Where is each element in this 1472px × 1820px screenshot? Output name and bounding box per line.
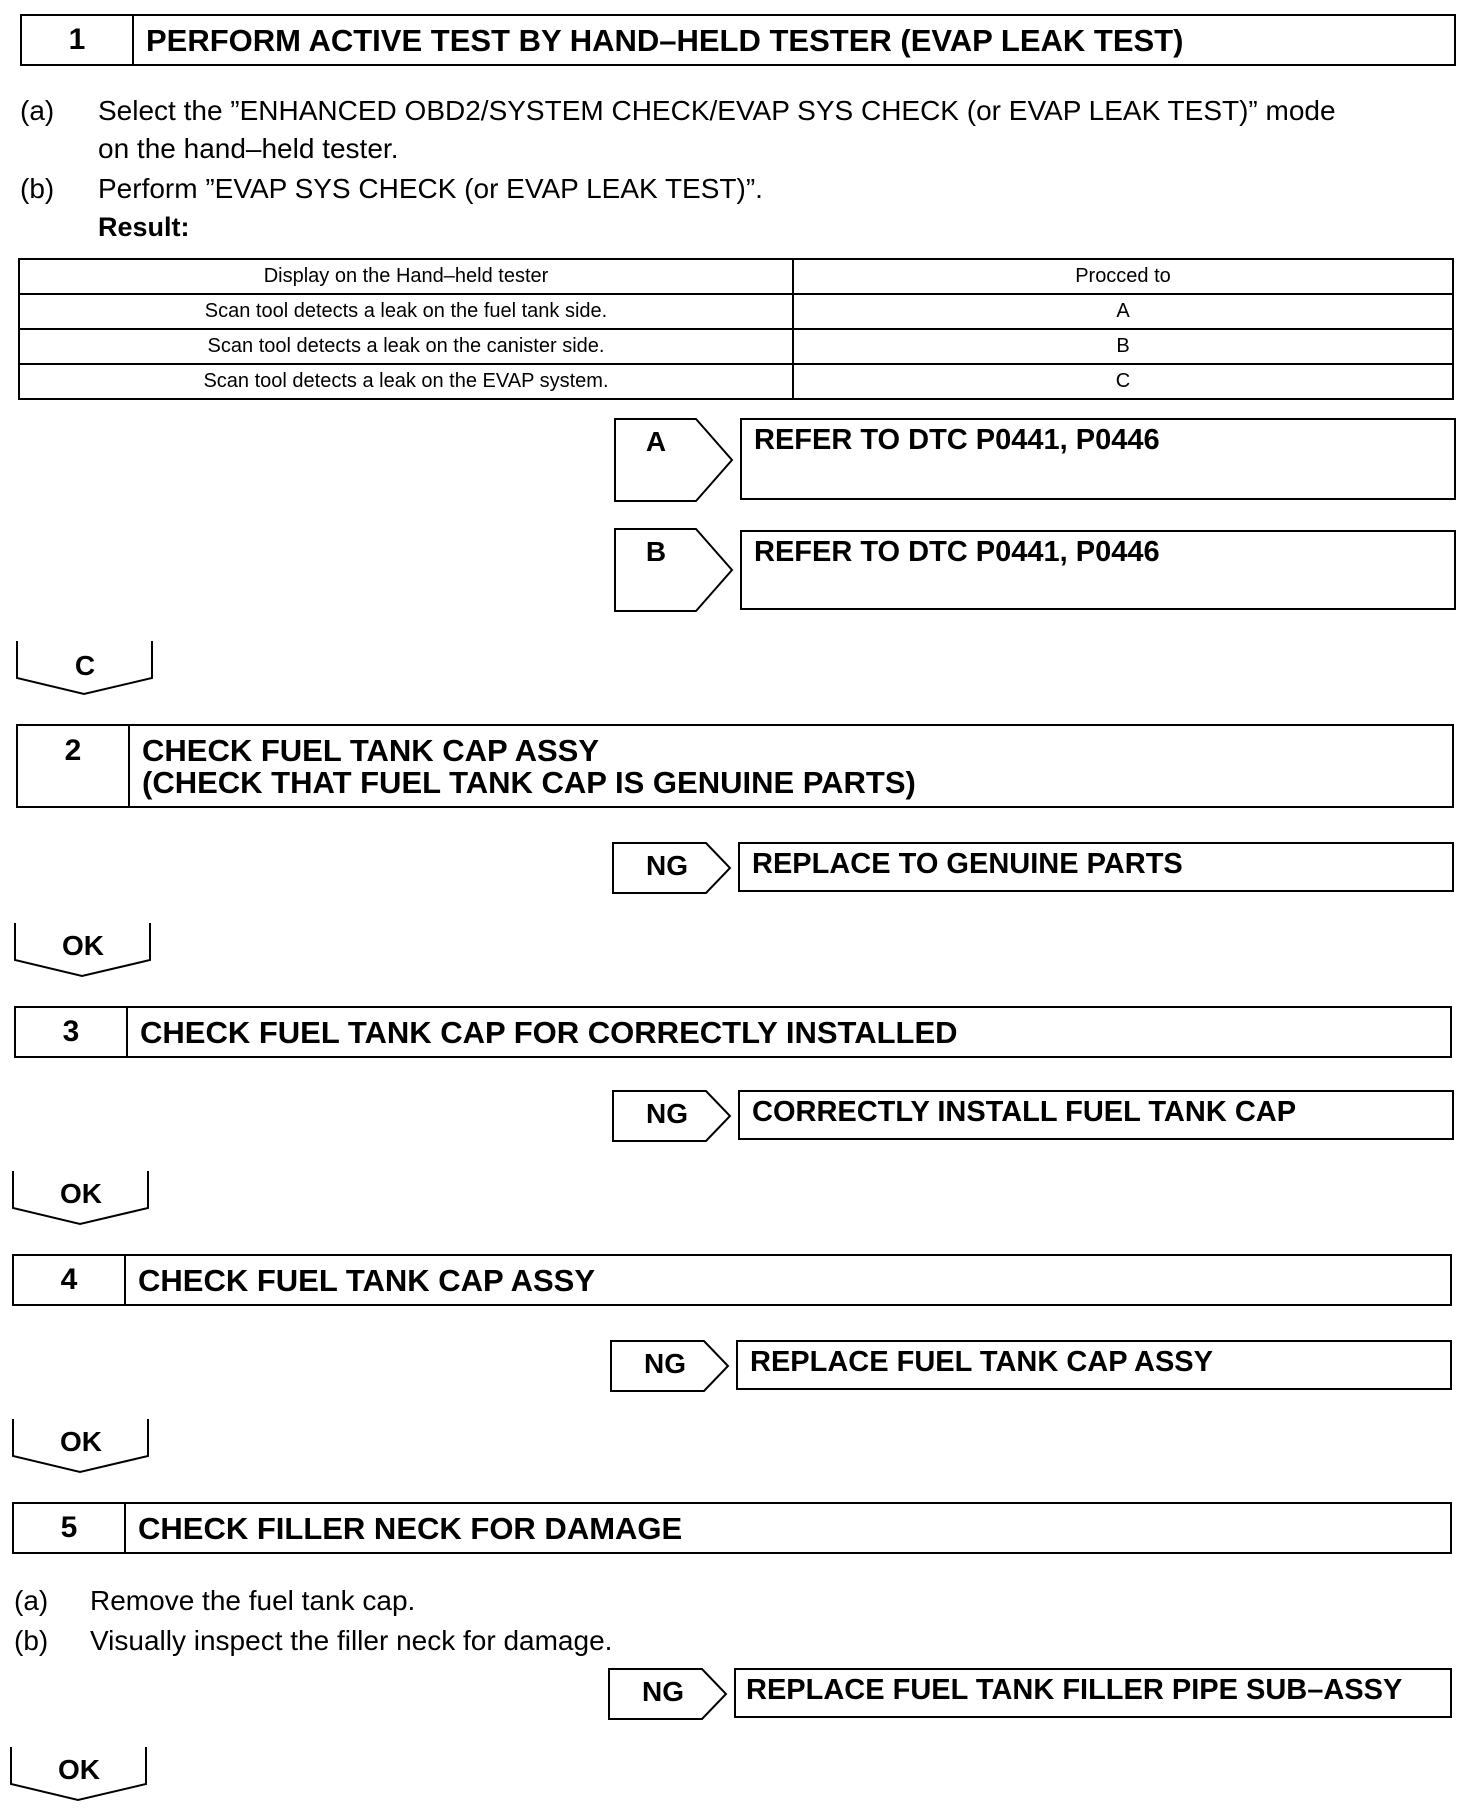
instruction-text-cont: on the hand–held tester. xyxy=(98,133,399,164)
table-cell: C xyxy=(793,364,1453,399)
branch-label: B xyxy=(645,536,667,567)
branch-action-text: REFER TO DTC P0441, P0446 xyxy=(754,424,1160,456)
table-cell: Scan tool detects a leak on the EVAP system. xyxy=(19,364,793,399)
instruction-text: Select the ”ENHANCED OBD2/SYSTEM CHECK/EVAP SYS CHECK (or EVAP LEAK TEST)” mode xyxy=(98,95,1336,126)
instruction-text: Remove the fuel tank cap. xyxy=(90,1585,416,1616)
branch-action-box xyxy=(740,530,1456,610)
table-cell: Scan tool detects a leak on the canister side. xyxy=(19,329,793,364)
branch-label: NG xyxy=(646,850,688,881)
step-2-header xyxy=(16,724,1454,808)
branch-action-box xyxy=(738,1090,1454,1140)
table-row xyxy=(19,294,1453,329)
result-label: Result: xyxy=(98,212,190,242)
branch-action-box xyxy=(736,1340,1452,1390)
branch-action-text: REPLACE TO GENUINE PARTS xyxy=(752,848,1183,880)
step-title: PERFORM ACTIVE TEST BY HAND–HELD TESTER (EVAP LEAK TEST) xyxy=(146,23,1184,58)
step-4-header xyxy=(12,1254,1452,1306)
branch-label: NG xyxy=(642,1676,684,1707)
table-header: Display on the Hand–held tester xyxy=(19,259,793,294)
instruction-label: (a) xyxy=(20,95,55,126)
instruction-label: (b) xyxy=(14,1625,49,1656)
step-number: 1 xyxy=(22,16,134,64)
continue-label: OK xyxy=(58,1754,100,1785)
continue-label: OK xyxy=(60,1178,102,1209)
step-number: 3 xyxy=(16,1008,128,1056)
branch-action-text: REPLACE FUEL TANK CAP ASSY xyxy=(750,1346,1213,1378)
instruction-a xyxy=(14,1584,914,1618)
step-number: 5 xyxy=(14,1504,126,1552)
instruction-label: (b) xyxy=(20,173,55,204)
continue-label: OK xyxy=(60,1426,102,1457)
instruction-b xyxy=(14,1624,914,1658)
step-title: CHECK FILLER NECK FOR DAMAGE xyxy=(138,1511,683,1546)
table-row xyxy=(19,329,1453,364)
step-1-header xyxy=(20,14,1456,66)
continue-label: OK xyxy=(62,930,104,961)
instruction-text: Visually inspect the filler neck for damage. xyxy=(90,1625,613,1656)
table-cell: B xyxy=(793,329,1453,364)
table-cell: A xyxy=(793,294,1453,329)
step-subtitle: (CHECK THAT FUEL TANK CAP IS GENUINE PARTS) xyxy=(142,765,916,800)
step-number: 4 xyxy=(14,1256,126,1304)
step-5-header xyxy=(12,1502,1452,1554)
step-title: CHECK FUEL TANK CAP ASSY xyxy=(142,733,600,768)
instruction-b xyxy=(20,172,1460,206)
step-3-header xyxy=(14,1006,1452,1058)
branch-label: NG xyxy=(644,1348,686,1379)
table-row xyxy=(19,364,1453,399)
instruction-label: (a) xyxy=(14,1585,49,1616)
branch-action-box xyxy=(738,842,1454,892)
branch-action-box xyxy=(740,418,1456,500)
continue-label: C xyxy=(74,650,96,681)
instruction-a xyxy=(20,94,1460,162)
branch-label: NG xyxy=(646,1098,688,1129)
result-table xyxy=(18,258,1454,400)
step-number: 2 xyxy=(18,726,130,806)
branch-action-text: CORRECTLY INSTALL FUEL TANK CAP xyxy=(752,1096,1297,1128)
step-title: CHECK FUEL TANK CAP ASSY xyxy=(138,1263,596,1298)
branch-label: A xyxy=(645,426,667,457)
branch-action-box xyxy=(734,1668,1452,1718)
branch-action-text: REPLACE FUEL TANK FILLER PIPE SUB–ASSY xyxy=(746,1674,1403,1706)
instruction-text: Perform ”EVAP SYS CHECK (or EVAP LEAK TEST)”. xyxy=(98,173,763,204)
table-header-row xyxy=(19,259,1453,294)
table-cell: Scan tool detects a leak on the fuel tank side. xyxy=(19,294,793,329)
step-title: CHECK FUEL TANK CAP FOR CORRECTLY INSTALLED xyxy=(140,1015,958,1050)
branch-action-text: REFER TO DTC P0441, P0446 xyxy=(754,536,1160,568)
table-header: Procced to xyxy=(793,259,1453,294)
